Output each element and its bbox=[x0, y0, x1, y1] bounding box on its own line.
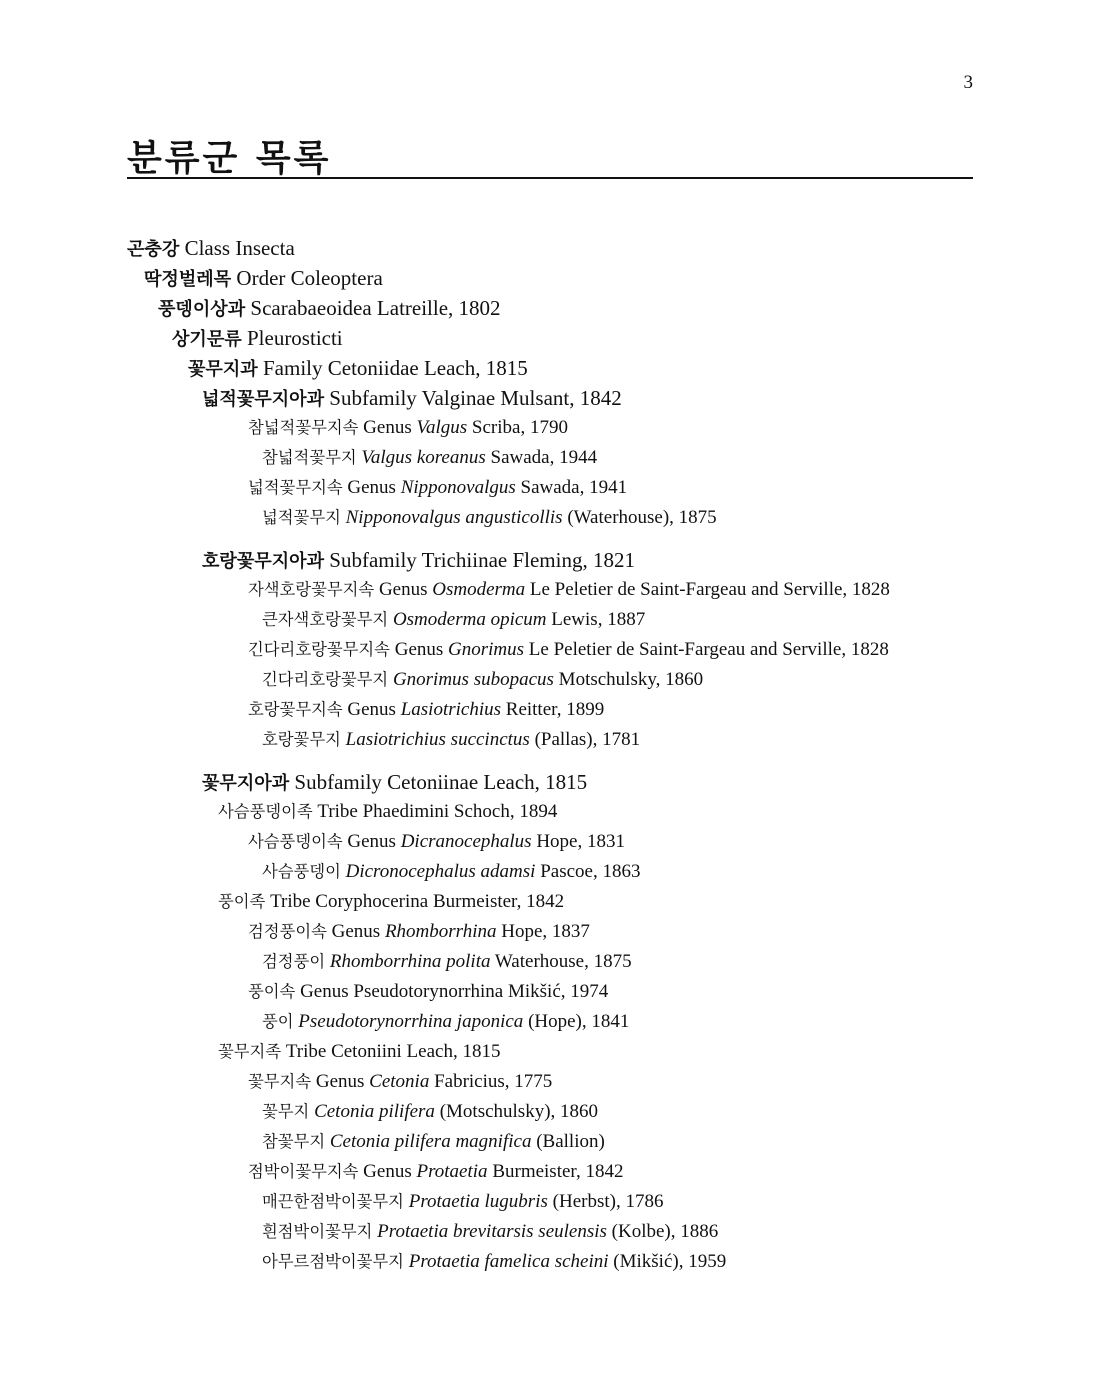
taxon-text: Pascoe, 1863 bbox=[535, 861, 641, 882]
taxon-text: Genus bbox=[347, 477, 401, 498]
korean-name: 검정풍이 bbox=[262, 952, 326, 971]
taxon-row-family bbox=[127, 353, 987, 383]
taxon-row-tribe bbox=[127, 797, 987, 827]
taxon-row-genus bbox=[127, 635, 987, 665]
korean-name: 흰점박이꽃무지 bbox=[262, 1222, 373, 1241]
taxon-text: Hope, 1837 bbox=[496, 921, 590, 942]
taxon-row-species bbox=[127, 1247, 987, 1277]
taxon-text: Genus bbox=[347, 831, 401, 852]
taxon-text: Scriba, 1790 bbox=[467, 417, 568, 438]
korean-name: 호랑꽃무지아과 bbox=[202, 551, 325, 572]
taxon-text: (Pallas), 1781 bbox=[529, 729, 641, 750]
korean-name: 호랑꽃무지 bbox=[262, 730, 341, 749]
korean-name: 참넓적꽃무지속 bbox=[248, 418, 359, 437]
title-rule bbox=[127, 177, 973, 179]
page-number: 3 bbox=[963, 72, 973, 93]
korean-name: 참꽃무지 bbox=[262, 1132, 326, 1151]
korean-name: 큰자색호랑꽃무지 bbox=[262, 610, 389, 629]
taxon-text: Genus bbox=[363, 417, 417, 438]
scientific-name: Osmoderma bbox=[432, 579, 526, 600]
korean-name: 꽃무지아과 bbox=[202, 773, 290, 794]
scientific-name: Lasiotrichius bbox=[400, 699, 502, 720]
scientific-name: Protaetia lugubris bbox=[408, 1191, 548, 1212]
taxon-text: Order Coleoptera bbox=[236, 266, 383, 290]
taxon-row-subfamily bbox=[127, 383, 987, 413]
taxon-row-superfamily bbox=[127, 293, 987, 323]
korean-name: 호랑꽃무지속 bbox=[248, 700, 343, 719]
korean-name: 점박이꽃무지속 bbox=[248, 1162, 359, 1181]
scientific-name: Cetonia pilifera magnifica bbox=[329, 1131, 532, 1152]
scientific-name: Dicranocephalus bbox=[400, 831, 532, 852]
taxon-text: Genus bbox=[347, 699, 401, 720]
taxon-text: (Kolbe), 1886 bbox=[606, 1221, 719, 1242]
taxon-row-species bbox=[127, 503, 987, 533]
korean-name: 긴다리호랑꽃무지속 bbox=[248, 640, 390, 659]
taxon-text: Genus bbox=[363, 1161, 417, 1182]
taxon-text: Sawada, 1944 bbox=[485, 447, 598, 468]
taxon-row-genus bbox=[127, 827, 987, 857]
scientific-name: Nipponovalgus bbox=[400, 477, 516, 498]
taxon-text: Genus bbox=[331, 921, 385, 942]
taxon-row-species bbox=[127, 1007, 987, 1037]
taxon-text: Subfamily Cetoniinae Leach, 1815 bbox=[294, 770, 588, 794]
taxon-row-species bbox=[127, 1127, 987, 1157]
taxon-text: Reitter, 1899 bbox=[501, 699, 605, 720]
taxon-text: Genus bbox=[394, 639, 449, 660]
taxon-row-genus bbox=[127, 977, 987, 1007]
korean-name: 상기문류 bbox=[172, 329, 242, 350]
page-title: 분류군 목록 bbox=[127, 138, 332, 179]
korean-name: 넓적꽃무지 bbox=[262, 508, 341, 527]
taxon-row-species bbox=[127, 443, 987, 473]
taxon-text: Class Insecta bbox=[184, 236, 295, 260]
scientific-name: Valgus bbox=[416, 417, 468, 438]
taxon-row-species bbox=[127, 605, 987, 635]
scientific-name: Gnorimus bbox=[448, 639, 525, 660]
korean-name: 꽃무지 bbox=[262, 1102, 310, 1121]
taxon-row-class bbox=[127, 233, 987, 263]
taxon-row-genus bbox=[127, 1157, 987, 1187]
taxon-row-genus bbox=[127, 473, 987, 503]
taxon-text: Waterhouse, 1875 bbox=[490, 951, 632, 972]
taxon-row-species bbox=[127, 665, 987, 695]
korean-name: 매끈한점박이꽃무지 bbox=[262, 1192, 404, 1211]
scientific-name: Protaetia famelica scheini bbox=[408, 1251, 609, 1272]
scientific-name: Cetonia pilifera bbox=[314, 1101, 435, 1122]
taxon-text: Genus Pseudotorynorrhina Mikšić, 1974 bbox=[300, 981, 609, 1002]
taxon-row-species bbox=[127, 725, 987, 755]
taxon-text: Le Peletier de Saint-Fargeau and Serville, 1828 bbox=[525, 579, 890, 600]
korean-name: 풍이 bbox=[262, 1012, 294, 1031]
scientific-name: Protaetia bbox=[416, 1161, 488, 1182]
taxon-text: (Ballion) bbox=[531, 1131, 605, 1152]
taxon-row-species bbox=[127, 857, 987, 887]
korean-name: 꽃무지족 bbox=[218, 1042, 282, 1061]
korean-name: 곤충강 bbox=[127, 239, 180, 260]
korean-name: 참넓적꽃무지 bbox=[262, 448, 357, 467]
taxon-text: Burmeister, 1842 bbox=[487, 1161, 624, 1182]
taxon-row-group bbox=[127, 323, 987, 353]
korean-name: 사슴풍뎅이 bbox=[262, 862, 341, 881]
taxon-row-genus bbox=[127, 1067, 987, 1097]
taxon-text: (Mikšić), 1959 bbox=[608, 1251, 727, 1272]
korean-name: 딱정벌레목 bbox=[144, 269, 232, 290]
taxon-row-genus bbox=[127, 917, 987, 947]
taxon-text: Tribe Coryphocerina Burmeister, 1842 bbox=[270, 891, 565, 912]
scientific-name: Lasiotrichius succinctus bbox=[345, 729, 530, 750]
korean-name: 넓적꽃무지속 bbox=[248, 478, 343, 497]
taxon-row-species bbox=[127, 1217, 987, 1247]
scientific-name: Protaetia brevitarsis seulensis bbox=[377, 1221, 607, 1242]
scientific-name: Osmoderma opicum bbox=[392, 609, 547, 630]
taxon-text: Le Peletier de Saint-Fargeau and Serville, 1828 bbox=[524, 639, 889, 660]
scientific-name: Gnorimus subopacus bbox=[392, 669, 554, 690]
taxon-text: Subfamily Trichiinae Fleming, 1821 bbox=[329, 548, 635, 572]
scientific-name: Dicronocephalus adamsi bbox=[345, 861, 536, 882]
korean-name: 사슴풍뎅이속 bbox=[248, 832, 343, 851]
taxon-text: (Hope), 1841 bbox=[523, 1011, 630, 1032]
taxon-text: Motschulsky, 1860 bbox=[553, 669, 704, 690]
taxon-text: Scarabaeoidea Latreille, 1802 bbox=[250, 296, 501, 320]
korean-name: 풍이족 bbox=[218, 892, 266, 911]
scientific-name: Cetonia bbox=[369, 1071, 430, 1092]
taxon-text: Genus bbox=[315, 1071, 370, 1092]
taxon-row-genus bbox=[127, 575, 987, 605]
scientific-name: Rhomborrhina bbox=[384, 921, 497, 942]
korean-name: 꽃무지과 bbox=[188, 359, 258, 380]
korean-name: 풍뎅이상과 bbox=[158, 299, 246, 320]
korean-name: 자색호랑꽃무지속 bbox=[248, 580, 375, 599]
korean-name: 넓적꽃무지아과 bbox=[202, 389, 325, 410]
taxon-text: (Herbst), 1786 bbox=[547, 1191, 664, 1212]
taxon-text: Tribe Phaedimini Schoch, 1894 bbox=[317, 801, 558, 822]
taxon-row-subfamily bbox=[127, 545, 987, 575]
taxon-list bbox=[127, 233, 987, 1277]
taxon-row-genus bbox=[127, 413, 987, 443]
taxon-row-species bbox=[127, 947, 987, 977]
scientific-name: Nipponovalgus angusticollis bbox=[345, 507, 563, 528]
taxon-text: Sawada, 1941 bbox=[515, 477, 628, 498]
taxon-text: Pleurosticti bbox=[246, 326, 343, 350]
korean-name: 꽃무지속 bbox=[248, 1072, 312, 1091]
taxon-row-tribe bbox=[127, 887, 987, 917]
korean-name: 검정풍이속 bbox=[248, 922, 327, 941]
scientific-name: Valgus koreanus bbox=[361, 447, 486, 468]
taxon-row-genus bbox=[127, 695, 987, 725]
taxon-row-species bbox=[127, 1097, 987, 1127]
taxon-text: Family Cetoniidae Leach, 1815 bbox=[262, 356, 528, 380]
taxon-text: Fabricius, 1775 bbox=[429, 1071, 553, 1092]
taxon-row-subfamily bbox=[127, 767, 987, 797]
taxon-text: Hope, 1831 bbox=[531, 831, 625, 852]
korean-name: 사슴풍뎅이족 bbox=[218, 802, 313, 821]
taxon-text: Genus bbox=[378, 579, 433, 600]
korean-name: 긴다리호랑꽃무지 bbox=[262, 670, 389, 689]
taxon-text: Subfamily Valginae Mulsant, 1842 bbox=[329, 386, 622, 410]
taxon-row-species bbox=[127, 1187, 987, 1217]
korean-name: 풍이속 bbox=[248, 982, 296, 1001]
taxon-text: Lewis, 1887 bbox=[546, 609, 646, 630]
scientific-name: Pseudotorynorrhina japonica bbox=[298, 1011, 524, 1032]
taxon-row-order bbox=[127, 263, 987, 293]
taxon-row-tribe bbox=[127, 1037, 987, 1067]
taxon-text: Tribe Cetoniini Leach, 1815 bbox=[285, 1041, 501, 1062]
taxon-text: (Motschulsky), 1860 bbox=[434, 1101, 599, 1122]
korean-name: 아무르점박이꽃무지 bbox=[262, 1252, 404, 1271]
scientific-name: Rhomborrhina polita bbox=[329, 951, 491, 972]
taxon-text: (Waterhouse), 1875 bbox=[562, 507, 717, 528]
